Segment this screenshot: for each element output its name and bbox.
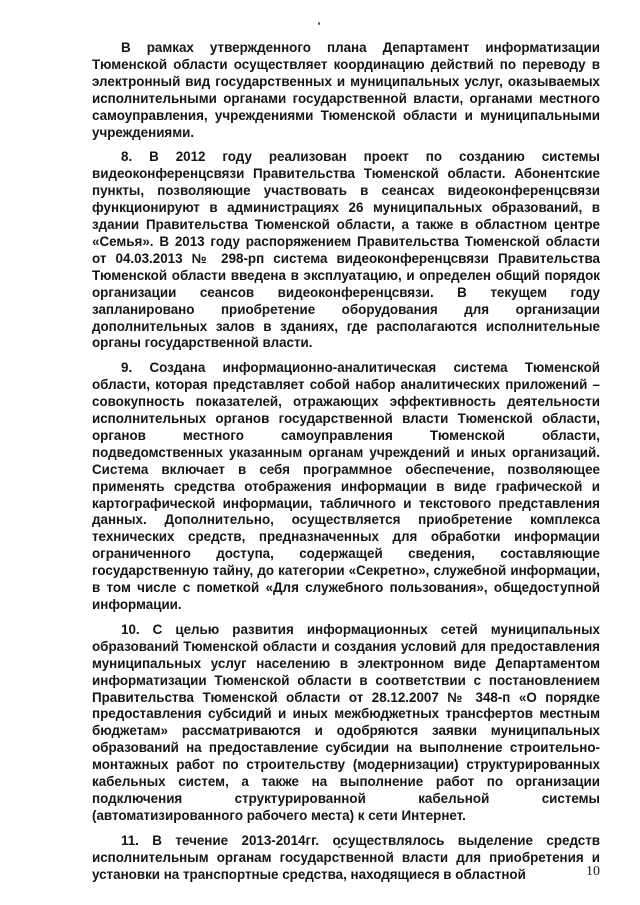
paragraph-9-analytic-system: 9. Создана информационно-аналитическая система Тюменской области, которая представляет собой набор аналитических приложений – совокупность показателей, отражающих эффективность деятельности исполнительных органов государственной власти Тюменской области, органов местного самоуправления Тюменской области, подведомственных указанным органам учреждений и иных организаций. Система включает в себя программное обеспечение, позволяющее применять средства отображения информации в виде графической и картографической информации, табличного и текстового представления данных. Дополнительно, осуществляется приобретение комплекса технических средств, предназначенных для обработки информации ограниченного доступа, содержащей сведения, составляющие государственную тайну, до категории «Секретно», служебной информации, в том числе с пометкой «Для служебного пользования», общедоступной информации. bbox=[92, 360, 600, 612]
paragraph-8-videoconference: 8. В 2012 году реализован проект по созданию системы видеоконференцсвязи Правительства Тюменской области. Абонентские пункты, позволяющие участвовать в сеансах видеоконференцсвязи функционируют в администрациях 26 муниципальных образований, в здании Правительства Тюменской области, а также в областном центре «Семья». В 2013 году распоряжением Правительства Тюменской области от 04.03.2013 № 298-рп система видеоконференцсвязи Правительства Тюменской области введена в эксплуатацию, и определен общий порядок организации сеансов видеоконференцсвязи. В текущем году запланировано приобретение оборудования для организации дополнительных залов в зданиях, где располагаются исполнительные органы государственной власти. bbox=[92, 149, 600, 351]
paragraph-intro: В рамках утвержденного плана Департамент информатизации Тюменской области осуществляет координацию действий по переводу в электронный вид государственных и муниципальных услуг, оказываемых исполнительными органами государственной власти, органами местного самоуправления, учреждениями Тюменской области и муниципальными учреждениями. bbox=[92, 40, 600, 140]
document-body bbox=[92, 40, 600, 892]
scan-speck bbox=[318, 22, 320, 25]
paragraph-10-municipal-networks: 10. С целью развития информационных сетей муниципальных образований Тюменской области и создания условий для предоставления муниципальных услуг населению в электронном виде Департаментом информатизации Тюменской области в соответствии с постановлением Правительства Тюменской области от 28.12.2007 № 348-п «О порядке предоставления субсидий и иных межбюджетных трансфертов местным бюджетам» рассматриваются и одобряются заявки муниципальных образований на предоставление субсидии на выполнение строительно-монтажных работ по строительству (модернизации) структурированных кабельных систем, а также на выполнение работ по организации подключения структурированной кабельной системы (автоматизированного рабочего места) к сети Интернет. bbox=[92, 621, 600, 823]
page-number: 10 bbox=[586, 864, 600, 879]
paragraph-11-funding: 11. В течение 2013-2014гг. осуществлялось выделение средств исполнительным органам государственной власти для приобретения и установки на транспортные средства, находящиеся в областной bbox=[92, 832, 600, 882]
